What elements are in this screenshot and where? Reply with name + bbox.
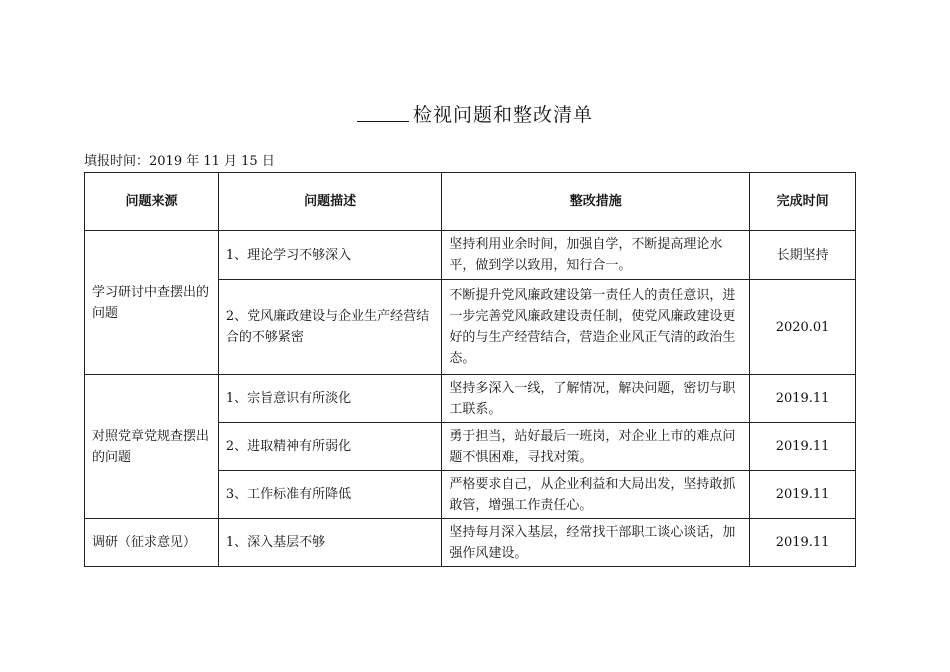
description-cell: 1、理论学习不够深入	[218, 231, 442, 280]
source-cell: 调研（征求意见）	[85, 519, 219, 567]
header-description: 问题描述	[218, 173, 442, 231]
title-blank-line	[357, 121, 409, 122]
fill-date: 填报时间：2019 年 11 月 15 日	[84, 154, 275, 169]
measure-cell: 坚持利用业余时间，加强自学，不断提高理论水平，做到学以致用，知行合一。	[442, 231, 750, 280]
measure-cell: 严格要求自己，从企业利益和大局出发，坚持敢抓敢管，增强工作责任心。	[442, 471, 750, 519]
time-cell: 长期坚持	[750, 231, 856, 280]
description-cell: 2、进取精神有所弱化	[218, 423, 442, 471]
source-cell: 学习研讨中查摆出的问题	[85, 231, 219, 375]
header-source: 问题来源	[85, 173, 219, 231]
measure-cell: 不断提升党风廉政建设第一责任人的责任意识，进一步完善党风廉政建设责任制，使党风廉政建设更好的与生产经营结合，营造企业风正气清的政治生态。	[442, 280, 750, 375]
measure-cell: 坚持每月深入基层，经常找干部职工谈心谈话，加强作风建设。	[442, 519, 750, 567]
description-cell: 1、深入基层不够	[218, 519, 442, 567]
time-cell: 2019.11	[750, 471, 856, 519]
document-title	[0, 100, 950, 127]
time-cell: 2020.01	[750, 280, 856, 375]
table-row	[85, 375, 856, 423]
source-cell: 对照党章党规查摆出的问题	[85, 375, 219, 519]
measure-cell: 勇于担当，站好最后一班岗，对企业上市的难点问题不惧困难，寻找对策。	[442, 423, 750, 471]
table-row	[85, 231, 856, 280]
header-measures: 整改措施	[442, 173, 750, 231]
time-cell: 2019.11	[750, 375, 856, 423]
time-cell: 2019.11	[750, 519, 856, 567]
description-cell: 3、工作标准有所降低	[218, 471, 442, 519]
table-header-row	[85, 173, 856, 231]
description-cell: 1、宗旨意识有所淡化	[218, 375, 442, 423]
title-text: 检视问题和整改清单	[412, 104, 593, 126]
table-row	[85, 519, 856, 567]
time-cell: 2019.11	[750, 423, 856, 471]
measure-cell: 坚持多深入一线，了解情况，解决问题，密切与职工联系。	[442, 375, 750, 423]
issue-rectification-table	[84, 172, 856, 567]
description-cell: 2、党风廉政建设与企业生产经营结合的不够紧密	[218, 280, 442, 375]
header-completion-time: 完成时间	[750, 173, 856, 231]
